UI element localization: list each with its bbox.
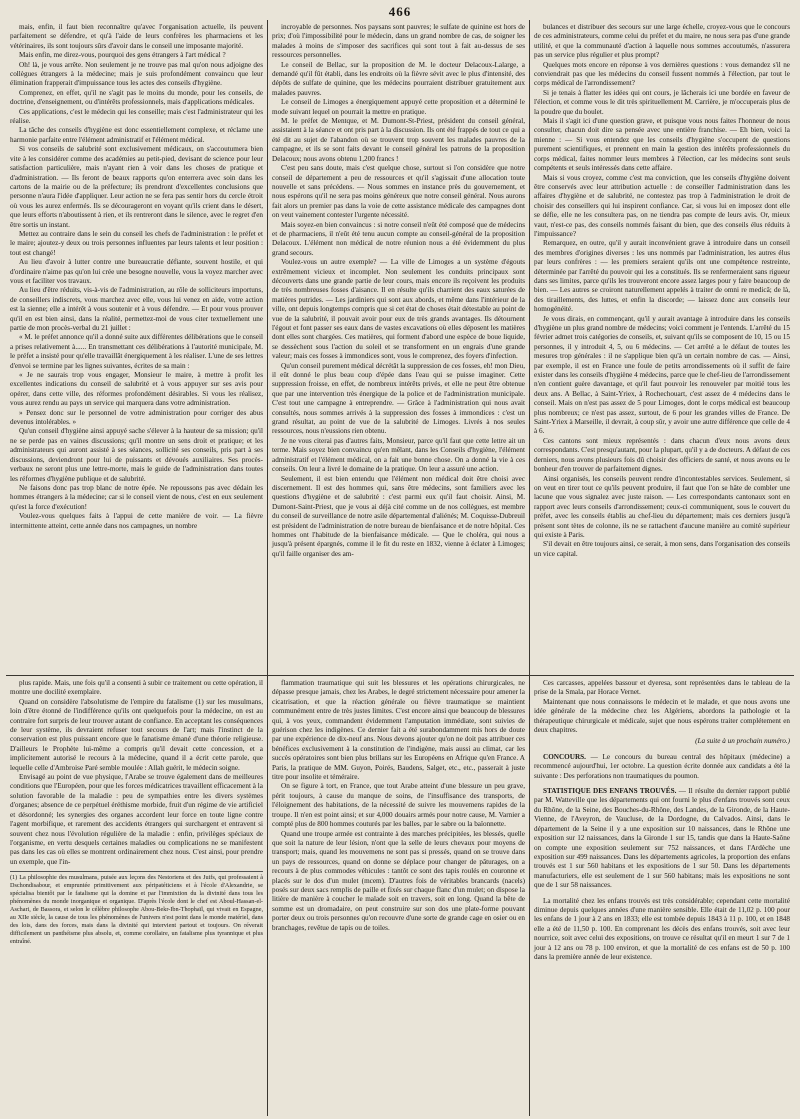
paragraph: C'est peu sans doute, mais c'est quelque chose, surtout si l'on considère que notre conseil de département a peu de ressources et qu'il s'agissait d'une allocation toute nouvelle et sans précédens. — Nous sommes en instance près du gouvernement, et nous espérons qu'il ne sera pas moins généreux que notre conseil général. Nous aurons fait alors un premier pas dans la voie de cette assistance médicale des campagnes dont on veut vainement contester l'urgente nécessité. [272, 164, 525, 220]
paragraph: Voulez-vous un autre exemple? — La ville de Limoges a un système d'égouts extrêmement vicieux et incomplet. Non seulement les conduits principaux sont découverts dans une grande partie de leur cours, mais encore ils reçoivent les produits de très nombreuses fosses d'aisance. Il en résulte qu'ils charrient des eaux saturées de matières putrides. — Les jardiniers qui sont aux abords, et même dans l'intérieur de la ville, ont depuis longtemps compris que si cet état de choses était détestable au point de vue de la salubrité, il pouvait avoir pour eux de très grands avantages. Ils détournent l'égout et font passer ses eaux dans de vastes excavations où elles déposent les matières dont elles sont chargées. Ces matières, qui forment d'abord une espèce de boue liquide, se dessèchent sous l'action du soleil et se transforment en un engrais d'une grande valeur; mais ces fosses à immondices sont, vous le comprenez, des foyers d'infection. [272, 258, 525, 361]
paragraph: Mais il s'agit ici d'une question grave, et puisque vous nous faites l'honneur de nous consulter, chacun doit dire sa pensée avec une entière franchise. — Eh bien, voici la mienne : — Si vous entendez que les conseils d'hygiène s'occupent de questions purement scientifiques, et prennent en main la gestion des intérêts professionnels du corps médical, faites nommer leurs membres à l'élection, car les médecins sont seuls compétents et seuls intéressés dans cette affaire. [534, 117, 790, 173]
paragraph: Je vous dirais, en commençant, qu'il y aurait avantage à introduire dans les conseils d'hygiène un plus grand nombre de médecins; voici comment je l'entends. L'arrêté du 15 février admet trois catégories de conseils, et, suivant qu'ils se composent de 10, 15 ou 15 personnes, il y introduit 4, 5, ou 6 médecins. — Cet arrêté a le défaut de toutes les mesures trop générales : il ne s'applique bien qu'à un certain nombre de cas. — Ainsi, par exemple, il est en France une foule de petits arrondissements où il suffit de faire exister dans les conseils d'hygiène 4 médecins, parce que le chef-lieu de l'arrondissement n'en contient guère davantage, et qu'il faut pouvoir les renouveler par moitié tous les deux ans. A Bellac, à Saint-Yriex, à Rochechouart, c'est assez de 4 médecins dans le conseil. Mais on n'est pas assez de 5 pour Limoges, dont le corps médical est beaucoup plus nombreux; ce n'est pas assez, surtout, de 6 pour les grandes villes de France. De Saint-Yriex à Marseille, il devrait, à coup sûr, y avoir une autre différence que celle de 4 à 6. [534, 314, 790, 436]
paragraph: « Je ne saurais trop vous engager, Monsieur le maire, à mettre à profit les excellentes indications du conseil de salubrité et à vous appuyer sur ses avis pour opérer, dans cette ville, des réformes profondément désirables. Si vous les réalisez, vous aurez rendu au pays un service qui marquera dans votre administration. [10, 371, 263, 408]
paragraph: On se figure à tort, en France, que tout Arabe atteint d'une blessure un peu grave, périt toujours, à cause du manque de soins, de l'insuffisance des transports, de l'éloignement des habitations, de la nécessité de suivre les mouvemens rapides de la troupe. Il n'en est point ainsi; et sur 4,000 douairs armés pour notre cause, M. Varnier a compté plus de 800 hommes couturés par les balles, par le sabre ou la baïonnette. [272, 782, 525, 829]
paragraph: Mais si vous croyez, comme c'est ma conviction, que les conseils d'hygiène doivent être conservés avec leur attribution actuelle : de conseiller l'administration dans les affaires d'hygiène et de salubrité, ne contestez pas trop à l'administration le droit de choisir des conseillers qui lui inspirent confiance. Car, si vous lui en imposez dont elle se défie, elle ne les consultera pas, on ne tiendra pas compte de leurs avis. Or, mieux vaut, n'est-ce pas, des conseils nommés faisant du bien, que des conseils élus réduits à l'impuissance? [534, 173, 790, 238]
paragraph: Mais enfin, me direz-vous, pourquoi des gens étrangers à l'art médical ? [19, 51, 226, 60]
paragraph: Mettez au contraire dans le sein du conseil les chefs de l'administration : le préfet et le maire; ajoutez-y deux ou trois personnes influentes par leurs talents et leur position : tout est changé! [10, 229, 263, 257]
news-item-text: — Le concours du bureau central des hôpitaux (médecine) a recommencé aujourd'hui, 1er octobre. La question écrite donnée aux candidats a été la suivante : Des perforations non traumatiques du poumon. [534, 752, 790, 780]
paragraph: Si je tenais à flatter les idées qui ont cours, je lâcherais ici une bordée en faveur de l'élection, et comme vous le dit très spirituellement M. Carrière, je m'occuperais plus de la poudre que du boulet. [534, 88, 790, 116]
news-item-text: — Il résulte du dernier rapport publié par M. Watteville que les départements qui ont fourni le plus d'enfans trouvés sont ceux du Rhône, de la Seine, des Bouches-du-Rhône, des Landes, de la Gironde, de la Haute-Vienne, de l'Aveyron, de Vaucluse, de la Dordogne, du Calvados. Ainsi, dans le département de la Seine il y a une exposition sur 10 naissances, dans le Rhône une exposition sur 12 naissances, dans la Gironde 1 sur 15, tandis que dans la Haute-Saône on compte une exposition seulement sur 752 naissances, et dans l'Ardèche une exposition sur 499 naissances. Dans les départements agricoles, la proportion des enfans trouvés est 1 sur 560 habitans et les expositions de 1 sur 50. Dans les départements manufacturiers, elle est seulement de 1 sur 560 habitans; mais les expositions ne sont que de 1 sur 58 naissances. [534, 787, 790, 890]
paragraph: flammation traumatique qui suit les blessures et les opérations chirurgicales, ne dépasse presque jamais, chez les Arabes, le degré strictement nécessaire pour amener la cicatrisation, et que la réaction générale ou fièvre traumatique se maintient communément entre de très justes limites. C'est encore ainsi que beaucoup de blessures qui, à vos yeux, commandent évidemment l'amputation immédiate, sont suivies de guérison chez les indigènes. Ce dernier fait a été surabondamment mis hors de doute par une expérience de dix-neuf ans. Nous devons ajouter qu'on ne doit pas attribuer ces bénéfices exclusivement à la constitution de l'indigène, mais aussi au climat, car les succès opératoires sont bien plus brillans sur les Européens en Afrique qu'en France. A Paris, la pratique de MM. Guyon, Poirés, Baudens, Salget, etc., etc., passerait à juste titre pour insolite et téméraire. [272, 679, 525, 782]
paragraph: Ces cantons sont mieux représentés : dans chacun d'eux nous avons deux correspondants. C'est presqu'autant, pour la plupart, qu'il y a de docteurs. A défaut de ces derniers, nous avons plusieurs fois dû choisir des officiers de santé, et nous avons eu le bonheur d'en trouver de parfaitement dignes. [534, 436, 790, 474]
bottom-column-2 [268, 676, 530, 1116]
paragraph: La tâche des conseils d'hygiène est donc essentiellement complexe, et réclame une harmonie parfaite entre l'élément administratif et l'élément médical. [10, 126, 263, 144]
bottom-section [6, 676, 794, 1116]
paragraph: Ces applications, c'est le médecin qui les conseille; mais c'est l'administrateur qui les réalise. [10, 107, 263, 126]
news-item-title: CONCOURS. [543, 752, 586, 761]
bottom-column-1-text [10, 679, 263, 867]
paragraph: Voulez-vous quelques faits à l'appui de cette manière de voir. — La fièvre intermittente atteint, cette année dans nos campagnes, un nombre [10, 512, 263, 530]
paragraph: Je ne vous citerai pas d'autres faits, Monsieur, parce qu'il faut que cette lettre ait un terme. Mais soyez bien convaincu qu'en mêlant, dans les Conseils d'hygiène, l'élément administratif et l'élément médical, on a fait une bonne chose. On a donné la vie à ces conseils. On leur a livré le domaine de la pratique. On leur a assuré une action. [272, 436, 525, 474]
paragraph: Oh! là, je vous arrête. Non seulement je ne trouve pas mal qu'on nous adjoigne des collègues étrangers à la médecine; mais je suis profondément convaincu que leur élimination frapperait d'impuissance tous les actes des conseils d'hygiène. [10, 60, 263, 88]
paragraph: Si vos conseils de salubrité sont exclusivement médicaux, on s'accoutumera bien vite à les considérer comme des académies au petit-pied, devisant de science pour leur satisfaction particulière, mais n'ayant rien à voir dans les choses de pratique et d'administration. — Ils feront de beaux rapports qu'on enterrera avec soin dans les cartons de la mairie ou de la préfecture; ils prendront d'excellentes conclusions que personne n'aura l'idée d'appliquer. Leur action ne se fera pas sentir hors du cercle étroit où vous les aurez enfermés. Ils se décourageront en voyant qu'ils crient dans le désert, que leurs efforts n'aboutissent à rien, et ils rentreront dans le silence, avec le regret d'en être sortis un instant. [10, 145, 263, 229]
paragraph: Qu'un conseil purement médical décrétât la suppression de ces fosses, eh! mon Dieu, il eût donné le plus beau coup d'épée dans l'eau qui se puisse imaginer. Cette suppression froisse, en effet, de nombreux intérêts privés, et elle ne peut être obtenue que par une intervention très énergique de la police et de l'administration municipale. C'est tout une campagne à entreprendre. — Grâce à l'administration qui nous avait consultés, nous sommes arrivés à la suppression des fosses à immondices : c'est un grand résultat, au point de vue de la salubrité de Limoges. Livrés à nos seules ressources, nous n'eussions rien obtenu. [272, 361, 525, 436]
paragraph: Quelques mots encore en réponse à vos dernières questions : vous demandez s'il ne conviendrait pas que les médecins du conseil fussent nommés à l'élection, par tout le corps médical de l'arrondissement? [534, 60, 790, 88]
page-number: 466 [388, 4, 412, 19]
top-section [6, 20, 794, 676]
paragraph: « M. le préfet annonce qu'il a donné suite aux différentes délibérations que le conseil a prises relativement à...... En transmettant ces délibérations à l'autorité municipale, M. le préfet a insisté pour qu'elle travaillât énergiquement à les réaliser. L'une de ses lettres d'envoi se termine par les lignes suivantes, écrites de sa main : [10, 333, 263, 370]
news-item-title: STATISTIQUE DES ENFANS TROUVÉS. [543, 787, 677, 796]
paragraph: Maintenant que nous connaissons le médecin et le malade, et que nous avons une idée générale de la médecine chez les Algériens, abordons la pathologie et la thérapeutique chirurgicale et médicale, sujet que nous espérons traiter complétement en deux chapitres. [534, 697, 790, 735]
news-item [534, 787, 790, 890]
news-item [534, 897, 790, 963]
news-item-text: La mortalité chez les enfans trouvés est très considérable; cependant cette mortalité diminue depuis quelques années d'une manière sensible. Elle était de 11,02 p. 100 pour les enfans de 1 jour à 2 ans en 1833; elle est tombée depuis 1843 à 11 p. 100, et en 1848 elle a été de 11,50 p. 100. En comprenant les décès des enfans trouvés, soit avec leur nourrice, soit avec celui des expositions, on trouve ce résultat qu'il en meurt 1 sur 7 de 1 jour à 12 ans ou 78 p. 100 environ, et que la mortalité de ces enfans est de 50 p. 100 dans la première année de leur existence. [534, 896, 790, 961]
paragraph: Ne faisons donc pas trop blanc de notre épée. Ne repoussons pas avec dédain les hommes étrangers à la médecine; car si le conseil vient de nous, c'est en eux seulement qu'est la force d'exécution! [10, 483, 263, 511]
paragraph: bulances et distribuer des secours sur une large échelle, croyez-vous que le concours de ces administrateurs, comme celui du préfet et du maire, ne nous sera pas d'une grande utilité, et que la communauté d'action à laquelle nous sommes accoutumés, n'assurera pas un service plus régulier et plus prompt? [534, 23, 790, 60]
bottom-column-3-text [534, 679, 790, 735]
paragraph: Le conseil de Bellac, sur la proposition de M. le docteur Delacoux-Lalarge, a demandé qu'il fût établi, dans les endroits où la fièvre sévit avec le plus d'intensité, des dépôts de sulfate de quinine, que les médecins pourraient distribuer gratuitement aux malades pauvres. [272, 60, 525, 97]
top-column-2 [268, 20, 530, 675]
paragraph: Ces carcasses, appelées bassour et dyeresa, sont représentées dans le tableau de la prise de la Smala, par Horace Vernet. [534, 679, 790, 697]
paragraph: Qu'un conseil d'hygiène ainsi appuyé sache s'élever à la hauteur de sa mission; qu'il ne se perde pas en vaines discussions; qu'il montre un sens droit et pratique; et les administrateurs qui auront assisté à ses séances, sollicité ses conseils, pris part à ses discussions, deviendront pour lui de puissants et dévoués auxiliaires. Ses procès-verbaux ne seront plus une lettre-morte, mais le guide de l'administration dans toutes les réformes d'hygiène publique et de salubrité. [10, 427, 263, 483]
paragraph: incroyable de personnes. Nos paysans sont pauvres; le sulfate de quinine est hors de prix; d'où l'impossibilité pour le médecin, dans un grand nombre de cas, de soigner les malades à moins de s'imposer des sacrifices qui sont tout à fait au-dessus de ses ressources personnelles. [272, 23, 525, 60]
top-column-3 [530, 20, 794, 675]
bottom-column-3 [530, 676, 794, 1116]
paragraph: Ainsi organisés, les conseils peuvent rendre d'incontestables services. Seulement, si on veut en tirer tout ce qu'ils peuvent produire, il faut que l'on se hâte de combler une lacune que vous signalez avec juste raison. — Les correspondants cantonaux sont en rapport avec leurs conseils d'arrondissement; ceux-ci communiquent, sous le couvert du préfet, avec les conseils établis au chef-lieu du département; mais ces derniers jusqu'à présent sont tètes de colonne, ils ne se rattachent d'aucune manière au comité supérieur qui existe à Paris. [534, 474, 790, 539]
paragraph: Envisagé au point de vue physique, l'Arabe se trouve également dans de meilleures conditions que l'Européen, pour que les forces médicatrices travaillent efficacement à la solution favorable de la maladie : peu de sympathies entre les divers systèmes d'organes; absence de ce perpétuel éréthisme morbide, fruit d'un régime de vie artificiel et désordonné; les synergies des organes accordent leur force en toute ligne contre l'agent morbifique, et rarement des accidents étrangers qui surchargent et entravent si souvent chez nous l'évolution régulière de la maladie : enfin, privilèges spéciaux de l'organisme, en vertu desquels certaines maladies ou complications ne se manifestent pas dans les cas où elles se montrent ordinairement chez nous. C'est ainsi, pour prendre un exemple, que l'in- [10, 773, 263, 866]
bottom-column-1 [6, 676, 268, 1116]
paragraph: M. le préfet de Mentque, et M. Dumont-St-Priest, président du conseil général, assistaient à la séance et ont pris part à la discussion. Ils ont été frappés de tout ce qui a été dit au sujet de l'abandon où se trouvent trop souvent les malades pauvres de la campagne, et ils se sont faits devant le conseil général les patrons de la proposition Delacoux; nous avons obtenu 1,200 francs ! [272, 117, 525, 163]
top-column-1 [6, 20, 268, 675]
paragraph: Remarquez, en outre, qu'il y aurait inconvénient grave à introduire dans un conseil des membres d'origines diverses : les uns nommés par l'administration, les autres élus par leurs confrères : — les premiers seraient qu'ils ont une compétence restreinte, déterminée par l'arrêté du pouvoir qui les a constitués. Ils se renfermeraient sans rigueur dans ses limites, parce qu'ils les trouveront encore assez larges pour y faire beaucoup de bien. — Les autres se croiront naturellement appelés à traiter de omni re medicâ; de là, des tiraillements, des luttes, et enfin la discorde; — laissez donc aux conseils leur homogénéité. [534, 239, 790, 314]
paragraph: » Pensez donc sur le personnel de votre administration pour corriger des abus devenus intolérables. » [10, 408, 263, 427]
paragraph: Au lieu d'être réduits, vis-à-vis de l'administration, au rôle de solliciteurs importuns, de conseillers indiscrets, vous marchez avec elle, vous lui venez en aide, votre action est la sienne; elle a intérêt à vous soutenir et à vous défendre. — Et pour vous prouver qu'il en est bien ainsi, dans la réalité, permettez-moi de vous citer textuellement une partie de mon procès-verbal du 21 juillet : [10, 286, 263, 332]
continued-note: (La suite à un prochain numéro.) [695, 737, 790, 746]
paragraph: Quand on considère l'absolutisme de l'empire du fatalisme (1) sur les musulmans, loin d'être étonné de l'indifférence qu'ils ont quelquefois pour la médecine, on est au contraire fort surpris de leur trouver autant de confiance. En acceptant les conséquences de leur système, ils devraient refuser tout secours de l'art; mais l'instinct de la conservation est plus puissant encore que le fanatisme émané d'une théorie religieuse. D'ailleurs le Prophète lui-même a compris qu'il devait cette concession, et a implicitement autorisé le recours à la médecine, quand il a écrit cette parole, que lequelle celle d'Ambroise Paré semble moulée : Allah guérit, le médecin soigne. [10, 697, 263, 772]
paragraph: Seulement, il est bien entendu que l'élément non médical doit être choisi avec discernement. Il est des hommes qui, sans être médecins, sont familiers avec les questions d'hygiène et de salubrité : c'est parmi eux qu'il faut choisir. Ainsi, M. Dumont-Saint-Priest, que je vous ai déjà cité comme un de nos collègues, est membre du conseil de surveillance de notre asile départemental d'aliénés; M. Coquisse-Dubreuil est président de l'administration de notre bureau de bienfaisance et de notre hôpital. Ces hommes ont l'habitude de la bienfaisance médicale. — Que le choléra, qui nous a jusqu'à présent épargnés, comme il le fit du reste en 1832, vienne à éclater à Limoges; qu'il faille organiser des am- [272, 474, 525, 558]
paragraph: mais, enfin, il faut bien reconnaître qu'avec l'organisation actuelle, ils peuvent parfaitement se défendre, et qu'à l'aide de leurs confrères les pharmaciens et les vétérinaires, ils sont toujours sûrs d'avoir dans le conseil une imposante majorité. [10, 23, 263, 50]
paragraph: Au lieu d'avoir à lutter contre une bureaucratie défiante, souvent hostile, et qui d'ordinaire n'aime pas qu'on lui crée une besogne nouvelle, vous la voyez marcher avec vous et faciliter vos travaux. [10, 258, 263, 285]
paragraph: Comprenez, en effet, qu'il ne s'agit pas le moins du monde, pour les conseils, de doctrine, d'enseignement, ou d'intérêts professionnels, mais d'applications médicales. [10, 88, 263, 107]
paragraph: plus rapide. Mais, une fois qu'il a consenti à subir ce traitement ou cette opération, il montre une docilité exemplaire. [10, 679, 263, 697]
paragraph: Quand une troupe armée est contrainte à des marches précipitées, les blessés, quelle que soit la nature de leur lésion, n'ont que la selle de leurs chevaux pour moyens de transport; mais, quand les mouvemens ne sont pas si pressés, quand on se trouve dans un pays de ressources, quand on donne se déplace pour changer de pâturages, on a recours à de plus commodes véhicules : tantôt ce sont des tapis roulés en couronne et placés sur le dos d'un mulet (mcem). D'autres fois de véritables brancards (nacels) posés sur deux sacs remplis de paille et fixés sur chaque flanc d'un mulet; on dispose la litière de manière à coucher le malade soit en travers, soit en long. Quand la bête de somme est un dromadaire, on peut construire sur son dos une plate-forme pouvant porter deux ou trois personnes qu'on recouvre d'une sorte de grande cage en osier ou en branchages, revêtue de tapis ou de toiles. [272, 829, 525, 932]
paragraph: Le conseil de Limoges a énergiquement appuyé cette proposition et a déterminé le mode suivant lequel on pourrait la mettre en pratique. [272, 98, 525, 116]
paragraph: Mais soyez-en bien convaincus : si notre conseil n'eût été composé que de médecins et de pharmaciens, il n'eût été tenu aucun compte au conseil-général de la proposition Delacoux. L'élément non médical de notre réunion nous a été évidemment du plus grand secours. [272, 220, 525, 257]
news-item [534, 753, 790, 781]
footnote: (1) La philosophie des musulmans, puisée aux leçons des Nestoriens et des Juifs, qui professaient à Dschondisabour, et empruntée primitivement aux péripatéticiens et à l'école d'Alexandrie, se spécialisa bientôt par le fatalisme qui la domine et par l'immixtion du la divinité dans tous les phénomènes du monde inorganique et organique. D'après l'école dont le chef est Aboul-Hassan-el-Aschari, de Bassora, et selon le célèbre philosophe Abou-Bekr-Ibn-Thophaïl, qui vivait en Espagne, au XIIe siècle, la cause de tous les phénomènes de l'univers n'est point dans le monde matériel, dans des lois, dans des forces, mais dans la divinité qui intervient partout et toujours. On réverait difficilement un panthéisme plus absolu, et, comme corollaire, un fatalisme plus tyrannique et plus entraîné. [10, 871, 263, 946]
paragraph: S'il devait en être toujours ainsi, ce serait, à mon sens, dans l'organisation des conseils un vice capital. [534, 540, 790, 558]
news-sections [534, 753, 790, 963]
